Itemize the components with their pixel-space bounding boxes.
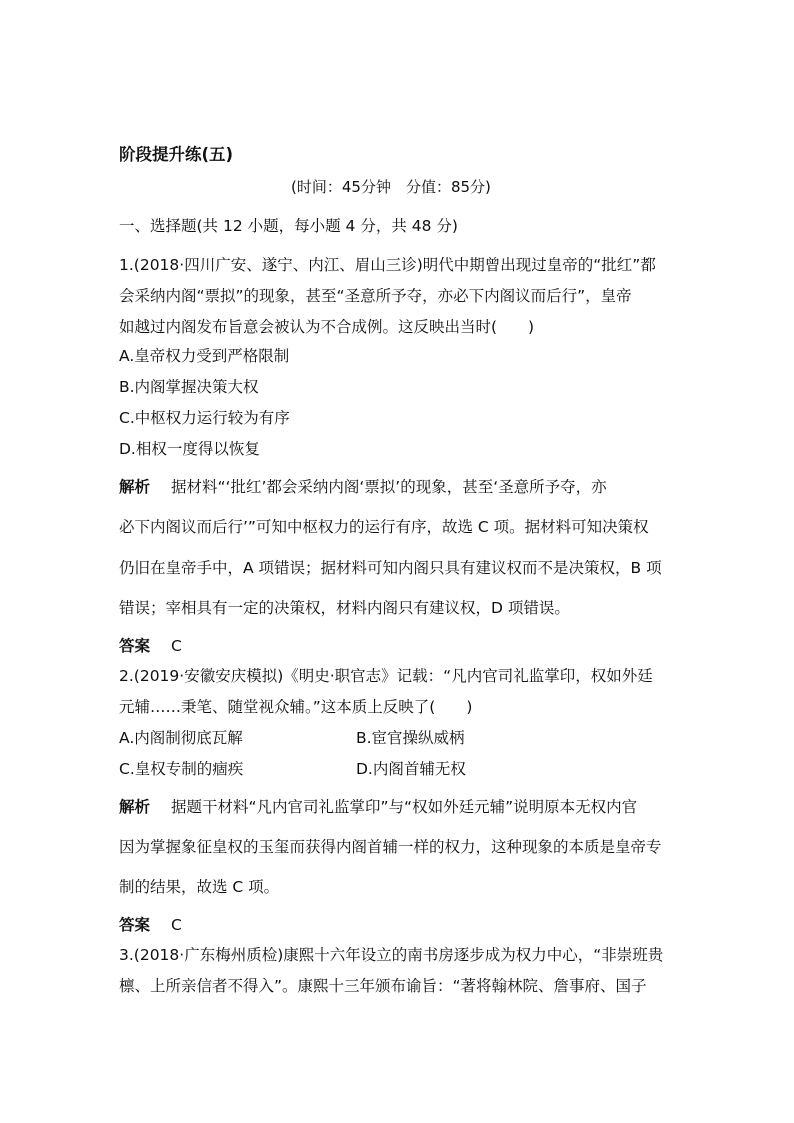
question-1-analysis-line-4: 错误；宰相具有一定的决策权，材料内阁只有建议权，D 项错误。: [119, 599, 570, 617]
question-1-line-3: 如越过内阁发布旨意会被认为不合成例。这反映出当时( ): [119, 318, 535, 336]
question-1-analysis-line-2: 必下内阁议而后行’”可知中枢权力的运行有序，故选 C 项。据材料可知决策权: [119, 518, 649, 536]
question-2-line-2: 元辅……秉笔、随堂视众辅。”这本质上反映了( ): [119, 698, 473, 716]
question-2-analysis-line-3: 制的结果，故选 C 项。: [119, 878, 280, 896]
question-1-option-a: A.皇帝权力受到严格限制: [119, 347, 290, 365]
question-2-option-a: A.内阁制彻底瓦解: [119, 729, 243, 747]
question-2-option-c: C.皇权专制的痼疾: [119, 760, 244, 778]
question-3-line-1: 3.(2018·广东梅州质检)康熙十六年设立的南书房逐步成为权力中心，“非崇班贵: [119, 946, 664, 964]
answer-value: C: [171, 637, 182, 655]
question-2-option-b: B.宦官操纵威柄: [356, 729, 465, 747]
page-subtitle: (时间：45分钟 分值：85分): [291, 178, 491, 196]
question-2-analysis-line-2: 因为掌握象征皇权的玉玺而获得内阁首辅一样的权力，这种现象的本质是皇帝专: [119, 838, 662, 856]
question-1-line-1: 1.(2018·四川广安、遂宁、内江、眉山三诊)明代中期曾出现过皇帝的“批红”都: [119, 256, 656, 274]
question-1-option-d: D.相权一度得以恢复: [119, 440, 260, 458]
question-3-line-2: 檩、上所亲信者不得入”。康熙十三年颁布谕旨：“著将翰林院、詹事府、国子: [119, 977, 647, 995]
analysis-text: 据材料“‘批红’都会采纳内阁‘票拟’的现象，甚至‘圣意所予夺，亦: [171, 478, 607, 496]
answer-value: C: [171, 916, 182, 934]
answer-label: 答案: [119, 916, 151, 934]
question-1-option-c: C.中枢权力运行较为有序: [119, 409, 290, 427]
analysis-text: 据题干材料“凡内官司礼监掌印”与“权如外廷元辅”说明原本无权内官: [171, 798, 638, 816]
question-2-option-d: D.内阁首辅无权: [356, 760, 466, 778]
answer-label: 答案: [119, 637, 151, 655]
question-2-analysis-line-1: [119, 797, 637, 817]
question-1-analysis-line-1: [119, 477, 607, 497]
question-2-answer: [119, 915, 182, 935]
analysis-label: 解析: [119, 798, 151, 816]
question-1-option-b: B.内阁掌握决策大权: [119, 378, 259, 396]
page-title: 阶段提升练(五): [119, 145, 234, 164]
section-heading: 一、选择题(共 12 小题，每小题 4 分，共 48 分): [119, 217, 458, 235]
question-1-line-2: 会采纳内阁“票拟”的现象，甚至“圣意所予夺，亦必下内阁议而后行”，皇帝: [119, 287, 632, 305]
analysis-label: 解析: [119, 478, 151, 496]
question-2-options-row-1: [119, 728, 243, 748]
question-1-analysis-line-3: 仍旧在皇帝手中，A 项错误；据材料可知内阁只具有建议权而不是决策权，B 项: [119, 559, 662, 577]
question-2-line-1: 2.(2019·安徽安庆模拟)《明史·职官志》记载：“凡内官司礼监掌印，权如外廷: [119, 667, 653, 685]
question-1-answer: [119, 636, 182, 656]
